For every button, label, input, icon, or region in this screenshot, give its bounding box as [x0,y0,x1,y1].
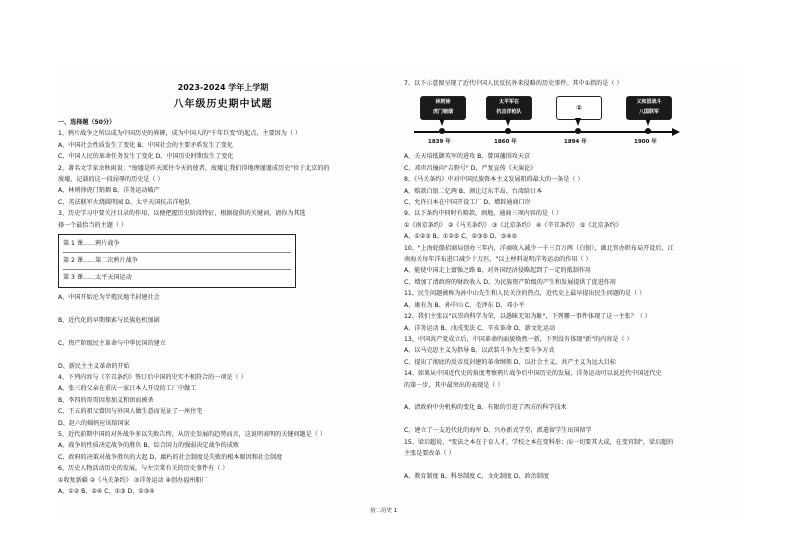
right-column [404,66,740,482]
exam-page [58,66,740,514]
question-block-1 [58,117,388,231]
question-line: 9、以下条约中同时有赔款、割地、通商三项内容的是（ ） [404,210,563,218]
timeline-box: 林则徐 虎门销烟 [420,96,466,120]
timeline-box-blank: ① [556,96,602,120]
toc-line: 第 2 课……第二次鸦片战争 [63,253,291,270]
question-line: 主张是要改革（ ） [404,449,455,457]
page-footer: 初二历史 1 [370,508,398,514]
question-line: 14、如果从中国近代史的角度考察鸦片战争后中国历史的发展，洋务运动可以说近代中国近代史 [404,370,662,378]
question-line: C、王五的祖父曾因与外国人做生意而见证了一座住宅 [58,408,203,416]
question-line: 3、历史学习中要关注目录的作用，以便把握历史阶段特征，根据提供的关键词，请你为其选 [58,210,306,218]
question-7-option: A、关天培抵御英军的进攻 B、曾国藩围攻天京 [404,153,531,161]
question-line: 1、鸦片战争之所以成为中国历史的界碑，成为中国人的"千年巨变"的起点，主要因为（ ） [58,130,301,138]
question-line: A、林则徐虎门销烟 B、洋务运动破产 [58,187,160,195]
timeline-box: 义和团战斗 八国联军 [626,96,672,120]
question-line: C、政府的决策对战争胜负的大起 D、腐朽的社会制度是失败的根本原因和社会制度 [58,453,283,461]
timeline-dot [439,128,445,134]
question-line: C、建立了一支近代化的海军 D、兴办新式学堂，派遣留学生出国留学 [404,427,592,435]
exam-title: 八年级历史期中试题 [173,99,273,110]
question-line: 择一个最恰当的主题（ ） [58,221,127,229]
question-line [404,414,740,425]
question-line: B、李四的哥哥因参加义和团而被杀 [58,396,154,404]
question-line: ①《南京条约》 ②《马关条约》 ③《北京条约》 ④《辛丑条约》 ⑤《北京条约》 [404,221,622,229]
question-line: 10、"上海轮船招商局创办三年内，洋商收入减少一千三百万两（白银），湖北官办织布局开设后，江 [404,244,674,252]
timeline-pointer [505,118,511,126]
question-line: C、允许日本在中国开设工厂 D、增辟通商口岸 [404,199,531,207]
question-line: 12、我们主张以"以崇尚科学为荣，以愚昧无知为耻"，下列哪一事件体现了这一主张？（ ） [404,313,651,321]
question-line [404,459,740,470]
question-line: A、赔款白银二亿两 B、割让辽东半岛、台湾给日本 [404,187,543,195]
question-line [58,349,388,360]
timeline-year: 1900 年 [634,139,657,146]
question-line: C、提出了彻底的反帝反封建的革命纲领 D、以社会主义、共产主义为远大目标 [404,358,616,366]
question-block-3 [404,174,740,482]
question-line: A、中国社会性质发生了变化 B、中国社会的主要矛盾发生了变化 [58,141,233,149]
question-line: B、近代化的早期探索与民族危机加剧 [58,316,160,324]
question-line: ①收复新疆 ②《马关条约》 ③洋务运动 ④创办福州船厂 [58,476,208,484]
question-line [58,303,388,314]
timeline-year: 1894 年 [564,139,587,146]
question-line: 11、民生问题被称为孙中山先生和人民关注的热点，近代史上最早提出民生问题的是（ ） [404,290,646,298]
question-line: A、康有为 B、孙中山 C、毛泽东 D、邓小平 [404,301,525,309]
school-year-heading: 2023-2024 学年上学期 [177,83,269,92]
timeline-pointer [439,118,445,126]
question-line: C、英法联军火烧圆明园 D、太平天国抗击洋枪队 [58,198,191,206]
question-line: A、清政府中央机构的变化 B、有限的引进了西方的科学技术 [404,404,567,412]
question-line: 的第一步，其中最突出的表现是（ ） [404,381,504,389]
question-line: A、洋务运动 B、戊戌变法 C、辛亥革命 D、新文化运动 [404,324,556,332]
table-of-contents-box [58,234,296,288]
timeline-dot [505,128,511,134]
timeline-year: 1860 年 [494,139,517,146]
question-line: D、新民主主义革命的开始 [58,362,130,370]
question-line: 5、近代前期中国的对外战争多以失败告终，从历史发展的趋势而言，这说明表明的关键问题是（ ） [58,430,326,438]
toc-line: 第 3 课……太平天国运动 [63,274,132,282]
timeline-box: 太平军在 抗击洋枪队 [486,96,532,120]
question-line: A、以马克思主义为指导 B、以武装斗争为主要斗争方式 [404,347,555,355]
question-line: A、①② B、②④ C、①③ D、①③④ [58,487,155,495]
question-line: A、张三的父亲在重庆一家日本人开设的工厂中做工 [58,385,197,393]
question-line: A、教育制度 B、科举制度 C、文化制度 D、政治制度 [404,472,549,480]
toc-line: 第 1 课……鸦片战争 [63,236,291,253]
question-7-option: C、邓世昌撞向"吉野号" D、严复宣传《天演论》 [404,164,537,172]
question-line: 2、著名文学家余秋雨说："废墟是昨天派往今天的使者，废墟让我们得地理谨谨成历史"位于北京的的 [58,164,330,172]
question-line: 4、下列内容与《辛丑条约》签订后中国的史实不相符合的一项是（ ） [58,373,247,381]
timeline-diagram [414,93,684,149]
question-block-2 [58,292,388,497]
question-line: A、战争的性质决定战争的胜负 B、综合国力的强弱决定战争的成败 [58,442,239,450]
question-line: C、资产阶级民主革命与中华民国的建立 [58,339,166,347]
timeline-dot [645,128,651,134]
timeline-year: 1839 年 [428,139,451,146]
question-line: 6、历史人物活动历史的发展，与左宗棠有关的历史事件有（ ） [58,465,229,473]
question-line [58,326,388,337]
question-line: D、赵六的姨妈应该给国家 [58,419,130,427]
question-line: C、增加了清政府的财政收入 D、为民族资产阶级的产生和发展提供了促进作用 [404,278,616,286]
timeline-arrow-icon [672,128,680,136]
question-line: 南海关每年洋布进口减少十万匹，"以上材料说明洋务运动的作用（ ） [404,256,592,264]
timeline-pointer [645,118,651,126]
question-line: 一、选择题（50分） [58,119,116,126]
question-line: A、①②③ B、①②⑤ C、②③⑤ D、③④⑤ [404,233,518,241]
question-line: 8、《马关条约》中对中国民族资本主义发展阻碍最大的一条是（ ） [404,176,584,184]
question-line: A、能使中国走上富强之路 B、对外国经济侵略起到了一定的抵制作用 [404,267,592,275]
timeline-pointer [575,118,581,126]
question-line: C、中国人民的革命任务发生了变化 D、中国历史时期发生了变化 [58,153,234,161]
timeline-dot [575,128,581,134]
question-7-text: 7、以下示意图呈现了近代中国人民反抗外来侵略的历史事件。其中①指的是（ ） [404,80,623,87]
timeline-axis [414,131,674,133]
question-line [404,391,740,402]
question-line: A、中国开始沦为半殖民地半封建社会 [58,294,160,302]
question-line: 13、中国共产党成立后，中国革命的面貌焕然一新，下列没有体现"新"的内容是（ ） [404,335,633,343]
question-line: 废墟，记载的这一段屈辱的历史是（ ） [58,176,164,184]
left-column [58,66,388,497]
question-line: 15、梁启超说，"变法之本在于育人才，学校之本在变科举；而一切要其大成，在变官制"，梁启超的 [404,438,674,446]
